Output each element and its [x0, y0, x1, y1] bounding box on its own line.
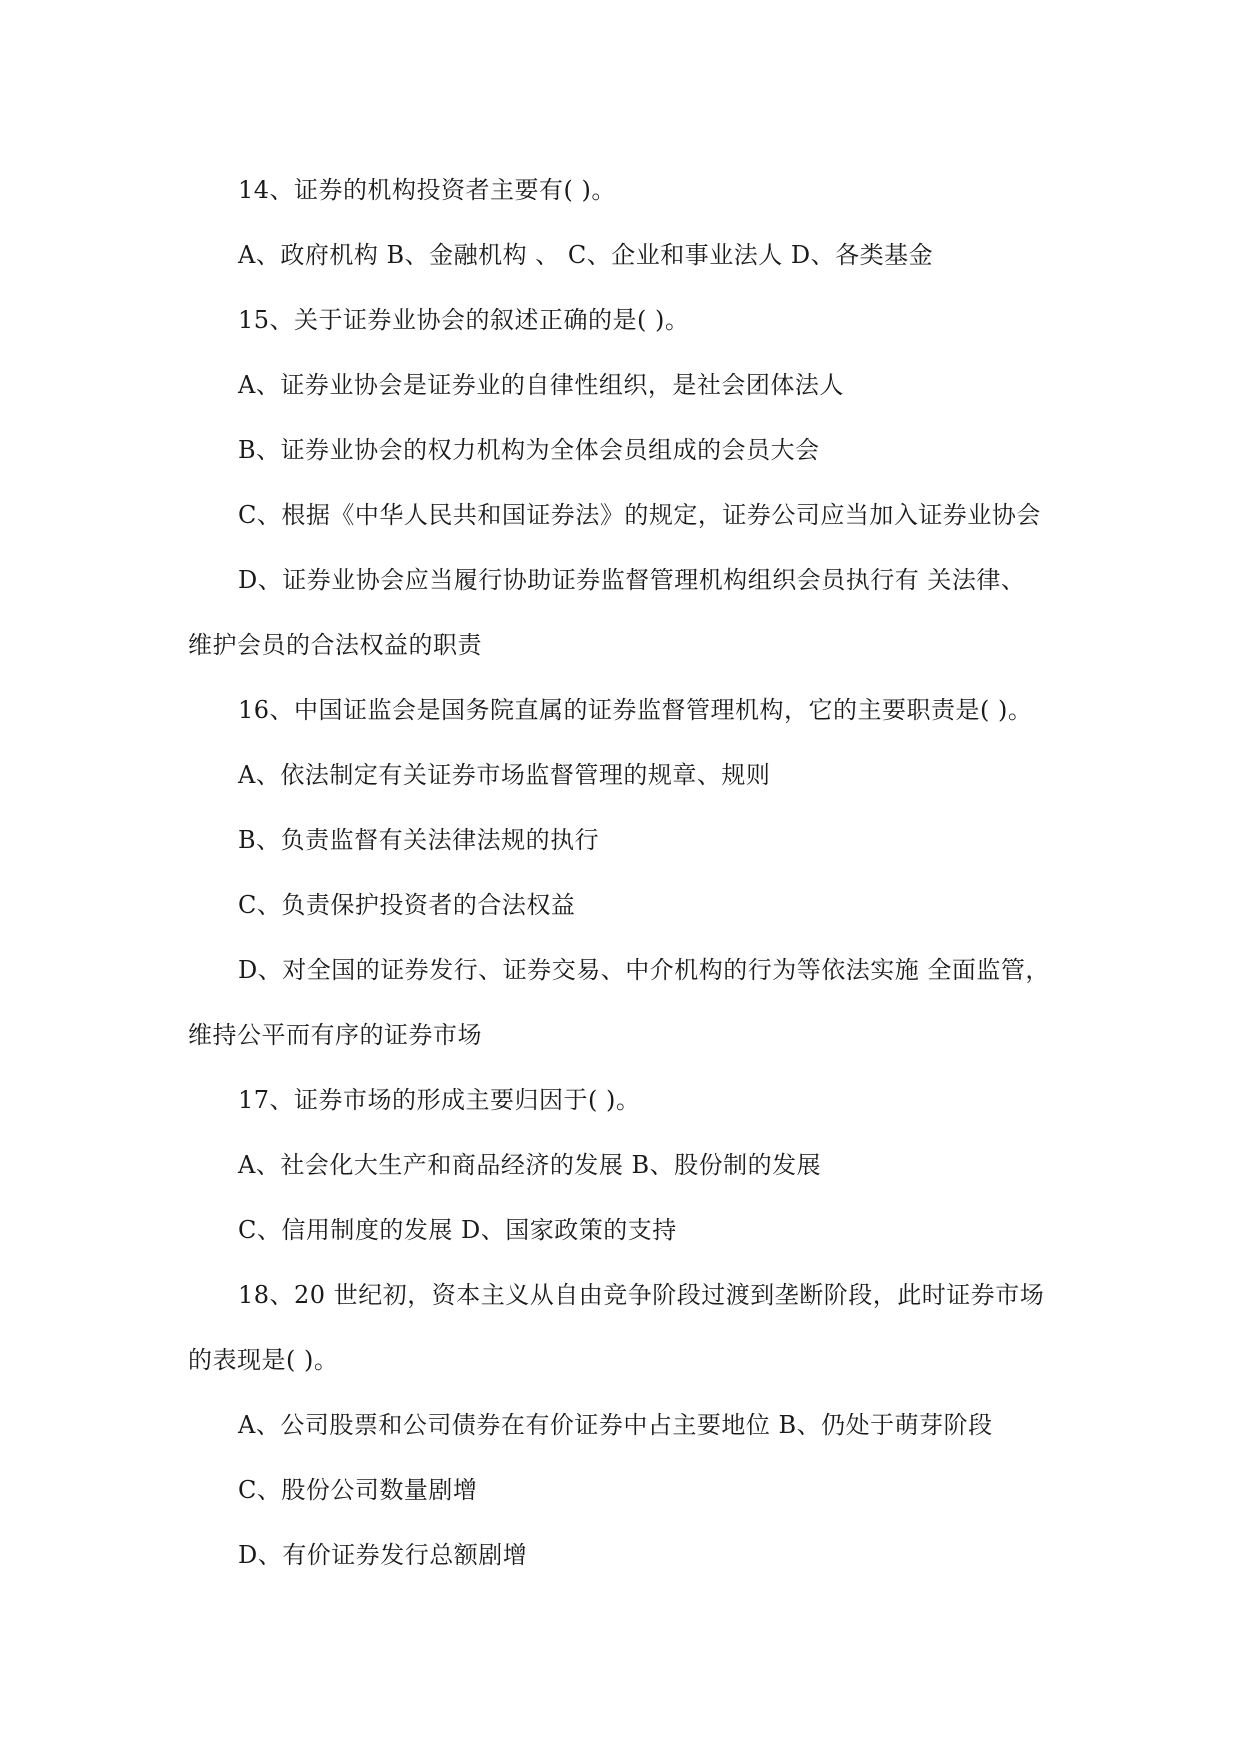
question-17-options-cd: C、信用制度的发展 D、国家政策的支持: [238, 1216, 677, 1244]
question-14: 14、证券的机构投资者主要有( )。: [238, 176, 616, 204]
question-16: 16、中国证监会是国务院直属的证券监督管理机构，它的主要职责是( )。: [238, 696, 1033, 724]
question-15-option-a: A、证券业协会是证券业的自律性组织，是社会团体法人: [238, 371, 844, 399]
question-16-option-b: B、负责监督有关法律法规的执行: [238, 826, 600, 854]
question-18-options-ab: A、公司股票和公司债券在有价证券中占主要地位 B、仍处于萌芽阶段: [238, 1411, 993, 1439]
question-17: 17、证券市场的形成主要归因于( )。: [238, 1086, 641, 1114]
question-15-option-d-continued: 维护会员的合法权益的职责: [188, 631, 482, 659]
question-17-options-ab: A、社会化大生产和商品经济的发展 B、股份制的发展: [238, 1151, 822, 1179]
question-16-option-d: D、对全国的证券发行、证券交易、中介机构的行为等依法实施 全面监管，: [238, 956, 1050, 984]
question-15-option-d: D、证券业协会应当履行协助证券监督管理机构组织会员执行有 关法律、: [238, 566, 1026, 594]
question-18-option-c: C、股份公司数量剧增: [238, 1476, 478, 1504]
question-18: 18、20 世纪初，资本主义从自由竞争阶段过渡到垄断阶段，此时证券市场: [238, 1281, 1045, 1309]
question-18-option-d: D、有价证券发行总额剧增: [238, 1541, 528, 1569]
question-15-option-b: B、证券业协会的权力机构为全体会员组成的会员大会: [238, 436, 820, 464]
question-15-option-c: C、根据《中华人民共和国证券法》的规定，证券公司应当加入证券业协会: [238, 501, 1041, 529]
question-15: 15、关于证券业协会的叙述正确的是( )。: [238, 306, 690, 334]
question-18-continued: 的表现是( )。: [188, 1346, 339, 1374]
question-14-options: A、政府机构 B、金融机构 、 C、企业和事业法人 D、各类基金: [238, 241, 934, 269]
question-16-option-a: A、依法制定有关证券市场监督管理的规章、规则: [238, 761, 771, 789]
document-page: [188, 158, 1068, 1588]
question-16-option-d-continued: 维持公平而有序的证券市场: [188, 1021, 482, 1049]
question-16-option-c: C、负责保护投资者的合法权益: [238, 891, 576, 919]
